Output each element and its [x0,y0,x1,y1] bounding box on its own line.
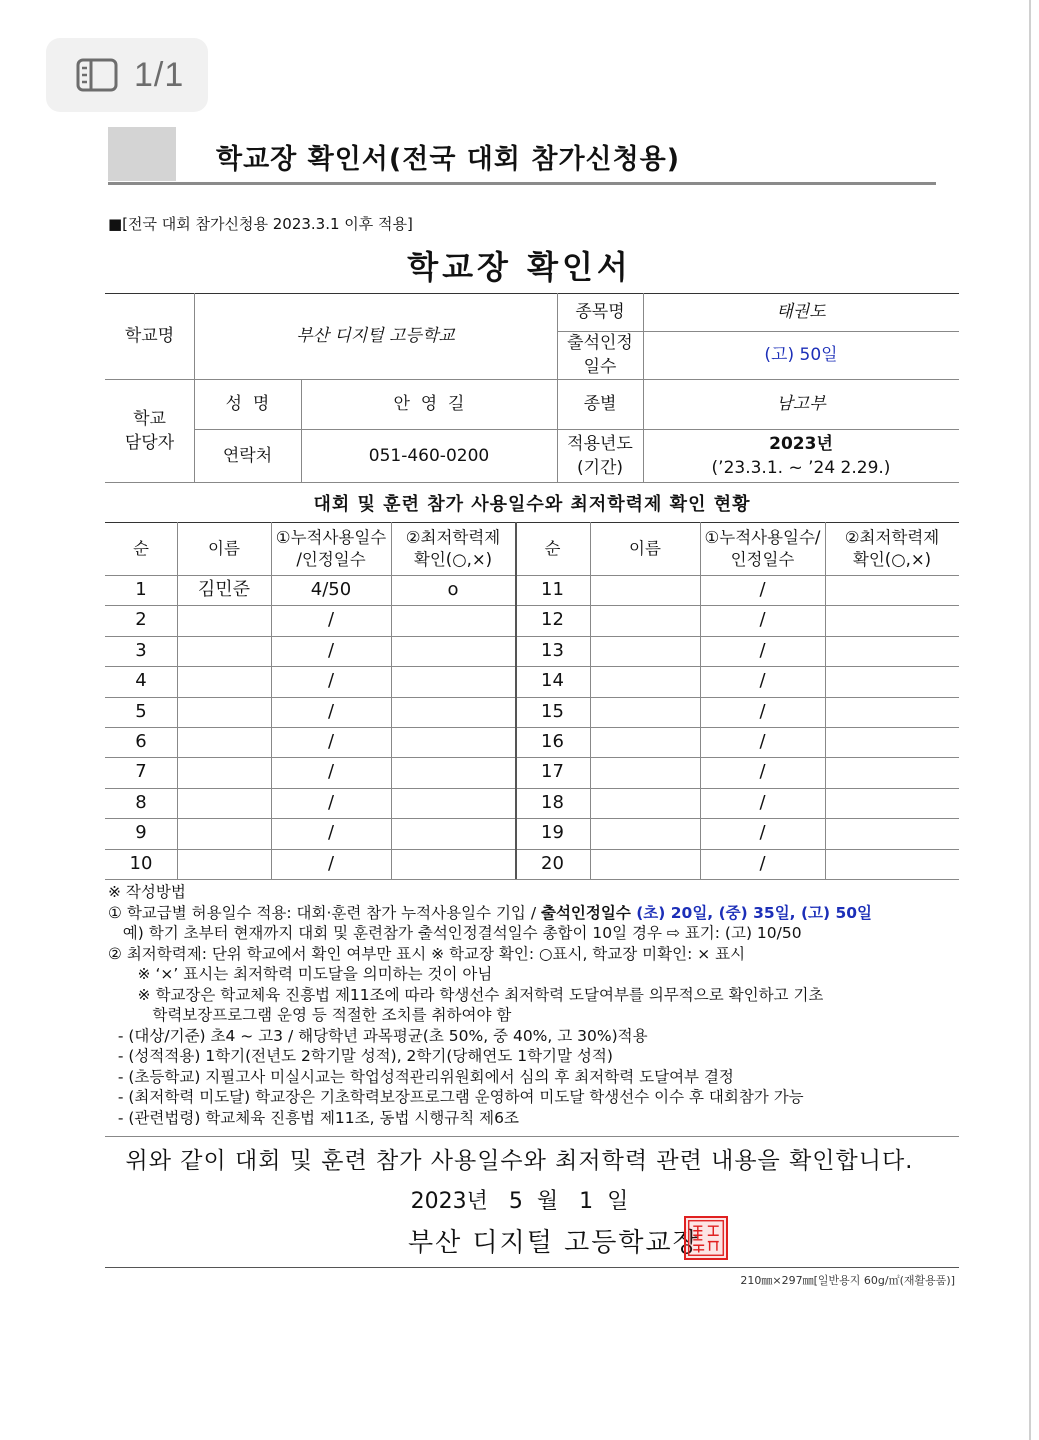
table-cell-no: 20 [541,853,564,874]
table-cell-no: 4 [135,670,147,691]
note-10: - (관련법령) 학교체육 진흥법 제11조, 동법 시행규칙 제6조 [108,1108,519,1127]
category-value: 남고부 [776,394,826,414]
table-cell-check [825,818,959,848]
confirmation-statement: 위와 같이 대회 및 훈련 참가 사용일수와 최저학력 관련 내용을 확인합니다. [125,1148,914,1174]
table-cell-no: 7 [135,761,147,782]
doc-banner [108,127,936,185]
table-cell-days: / [327,701,335,722]
table-header-6: 이름 [629,538,661,558]
table-cell-no: 1 [135,579,147,600]
table-header-8: ②최저학력제 확인(○,×) [844,527,940,569]
table-cell-name [177,697,271,727]
table-cell-days: / [327,640,335,661]
table-cell-days: / [327,731,335,752]
page-indicator[interactable] [46,38,208,112]
footer-line [105,1267,959,1268]
table-cell-check [391,849,515,879]
table-cell-days: / [327,792,335,813]
issue-date: 2023년 5 월 1 일 [410,1189,629,1214]
school-value: 부산 디지털 고등학교 [296,326,455,346]
table-cell-no: 19 [541,822,564,843]
year-cell [643,429,959,482]
year-value: 2023년 [769,433,833,454]
sport-value: 태권도 [776,302,826,322]
table-row-line [105,879,959,880]
school-label: 학교명 [124,326,175,346]
note-1-example: 예) 학기 초부터 현재까지 대회 및 훈련참가 출석인정결석일수 총합이 10일 경우 ⇨ 표기: (고) 10/50 [108,924,802,942]
document-title: 학교장 확인서 [407,248,632,286]
table-cell-no: 13 [541,640,564,661]
table-cell-name [590,757,700,787]
table-cell-days: / [327,822,335,843]
table-cell-no: 16 [541,731,564,752]
note-3: ※ ‘×’ 표시는 최저학력 미도달을 의미하는 것이 아님 [108,965,493,983]
table-cell-days: / [327,853,335,874]
note-1-limits: (초) 20일, (중) 35일, (고) 50일 [636,903,873,922]
section-title: 대회 및 훈련 참가 사용일수와 최저학력제 확인 현황 [313,494,751,515]
table-cell-no: 9 [135,822,147,843]
table-header-1: 순 [133,538,149,558]
table-header-5: 순 [544,538,561,558]
notes-bottom-line [105,1136,959,1137]
banner-gray-block [108,127,176,181]
table-cell-check [825,636,959,666]
contact-value: 051-460-0200 [368,445,490,466]
table-cell-no: 11 [541,579,564,600]
table-cell-check [825,757,959,787]
table-cell-name [590,788,700,818]
table-cell-no: 17 [541,761,564,782]
table-cell-check [825,605,959,635]
table-cell-name [590,605,700,635]
table-cell-name [177,757,271,787]
period-value: (’23.3.1. ~ ’24 2.29.) [711,457,891,478]
table-cell-name [177,849,271,879]
table-cell-check [391,818,515,848]
table-cell-name [590,636,700,666]
table-cell-check: o [447,579,459,600]
table-cell-name [590,727,700,757]
table-cell-no: 2 [135,609,147,630]
note-6: - (대상/기준) 초4 ~ 고3 / 해당학년 과목평균(초 50%, 중 40%, 고 30%)적용 [108,1026,648,1045]
info-line [105,482,959,483]
sport-label: 종목명 [575,302,625,322]
official-seal-stamp [684,1216,728,1260]
principal-signature: 부산 디지털 고등학교장 [408,1228,700,1258]
note-8: - (초등학교) 지필고사 미실시교는 학업성적관리위원회에서 심의 후 최저학력 도달여부 결정 [108,1067,734,1086]
table-cell-days: / [759,761,766,782]
table-cell-days: / [759,670,766,691]
table-cell-days: / [327,609,335,630]
note-4: ※ 학교장은 학교체육 진흥법 제11조에 따라 학생선수 최저학력 도달여부를 의무적으로 확인하고 기초 [108,985,824,1004]
banner-title: 학교장 확인서(전국 대회 참가신청용) [216,144,681,175]
table-header-3: ①누적사용일수 /인정일수 [275,527,387,569]
page-number: 1/1 [134,55,185,94]
table-cell-days: / [327,761,335,782]
table-cell-check [391,697,515,727]
table-cell-check [825,575,959,605]
table-cell-name [590,575,700,605]
table-cell-check [825,697,959,727]
table-cell-days: / [759,822,766,843]
table-cell-no: 6 [135,731,147,752]
table-cell-days: / [759,853,766,874]
table-cell-check [391,727,515,757]
table-cell-no: 15 [541,701,564,722]
notes-heading: ※ 작성방법 [108,883,186,901]
table-cell-days: / [759,609,766,630]
table-cell-check [391,757,515,787]
note-2: ② 최저학력제: 단위 학교에서 확인 여부만 표시 ※ 학교장 확인: ○표시, 학교장 미확인: × 표시 [108,944,746,963]
table-cell-check [391,605,515,635]
table-cell-name [590,818,700,848]
note-1-bold: 출석인정일수 [540,903,637,922]
name-label: 성 명 [225,394,270,414]
note-1 [108,903,968,924]
note-7: - (성적적용) 1학기(전년도 2학기말 성적), 2학기(당해연도 1학기말 성적) [108,1047,613,1065]
table-header-2: 이름 [208,538,240,558]
table-header-4: ②최저학력제 확인(○,×) [405,527,501,569]
year-label: 적용년도 (기간) [567,433,633,478]
table-cell-name [177,636,271,666]
table-cell-days: 4/50 [310,579,352,600]
attendance-value: (고) 50일 [764,345,838,365]
table-cell-days: / [759,579,766,600]
table-cell-days: / [759,731,766,752]
note-5: 학력보장프로그램 운영 등 적절한 조치를 취하여야 함 [108,1006,512,1024]
table-cell-name [590,666,700,696]
table-cell-no: 5 [135,701,147,722]
staff-label: 학교 담당자 [124,408,175,453]
table-cell-days: / [327,670,335,691]
table-cell-name [177,605,271,635]
table-cell-no: 8 [135,792,147,813]
table-cell-name [177,666,271,696]
table-cell-check [825,727,959,757]
table-cell-check [825,788,959,818]
note-9: - (최저학력 미도달) 학교장은 기초학력보장프로그램 운영하여 미도달 학생선수 이수 후 대회참가 가능 [108,1088,804,1106]
table-cell-name [177,727,271,757]
table-header-7: ①누적사용일수/ 인정일수 [704,527,821,569]
instructions [108,882,968,1128]
table-cell-no: 18 [541,792,564,813]
table-cell-days: / [759,792,766,813]
category-label: 종별 [583,394,617,414]
viewer-edge [1029,0,1031,1440]
table-cell-name: 김민준 [197,579,251,600]
contact-label: 연락처 [222,445,273,466]
sidebar-panel-icon [76,58,118,92]
table-cell-no: 3 [135,640,147,661]
table-cell-no: 12 [541,609,564,630]
note-1-text: ① 학교급별 허용일수 적용: 대회·훈련 참가 누적사용일수 기입 / [108,903,541,922]
table-cell-days: / [759,640,766,661]
table-cell-check [391,788,515,818]
table-cell-name [590,849,700,879]
table-cell-check [391,636,515,666]
table-cell-name [177,818,271,848]
paper-spec: 210㎜×297㎜[일반용지 60g/㎡(재활용품)] [740,1274,955,1287]
attendance-label: 출석인정 일수 [567,333,633,377]
table-cell-check [825,666,959,696]
table-cell-check [391,666,515,696]
table-cell-name [590,697,700,727]
table-cell-name [177,788,271,818]
table-cell-no: 10 [129,853,153,874]
table-cell-days: / [759,701,766,722]
table-cell-check [825,849,959,879]
applicability-note: ■[전국 대회 참가신청용 2023.3.1 이후 적용] [108,215,413,233]
table-cell-no: 14 [541,670,564,691]
name-value: 안 영 길 [393,394,465,414]
